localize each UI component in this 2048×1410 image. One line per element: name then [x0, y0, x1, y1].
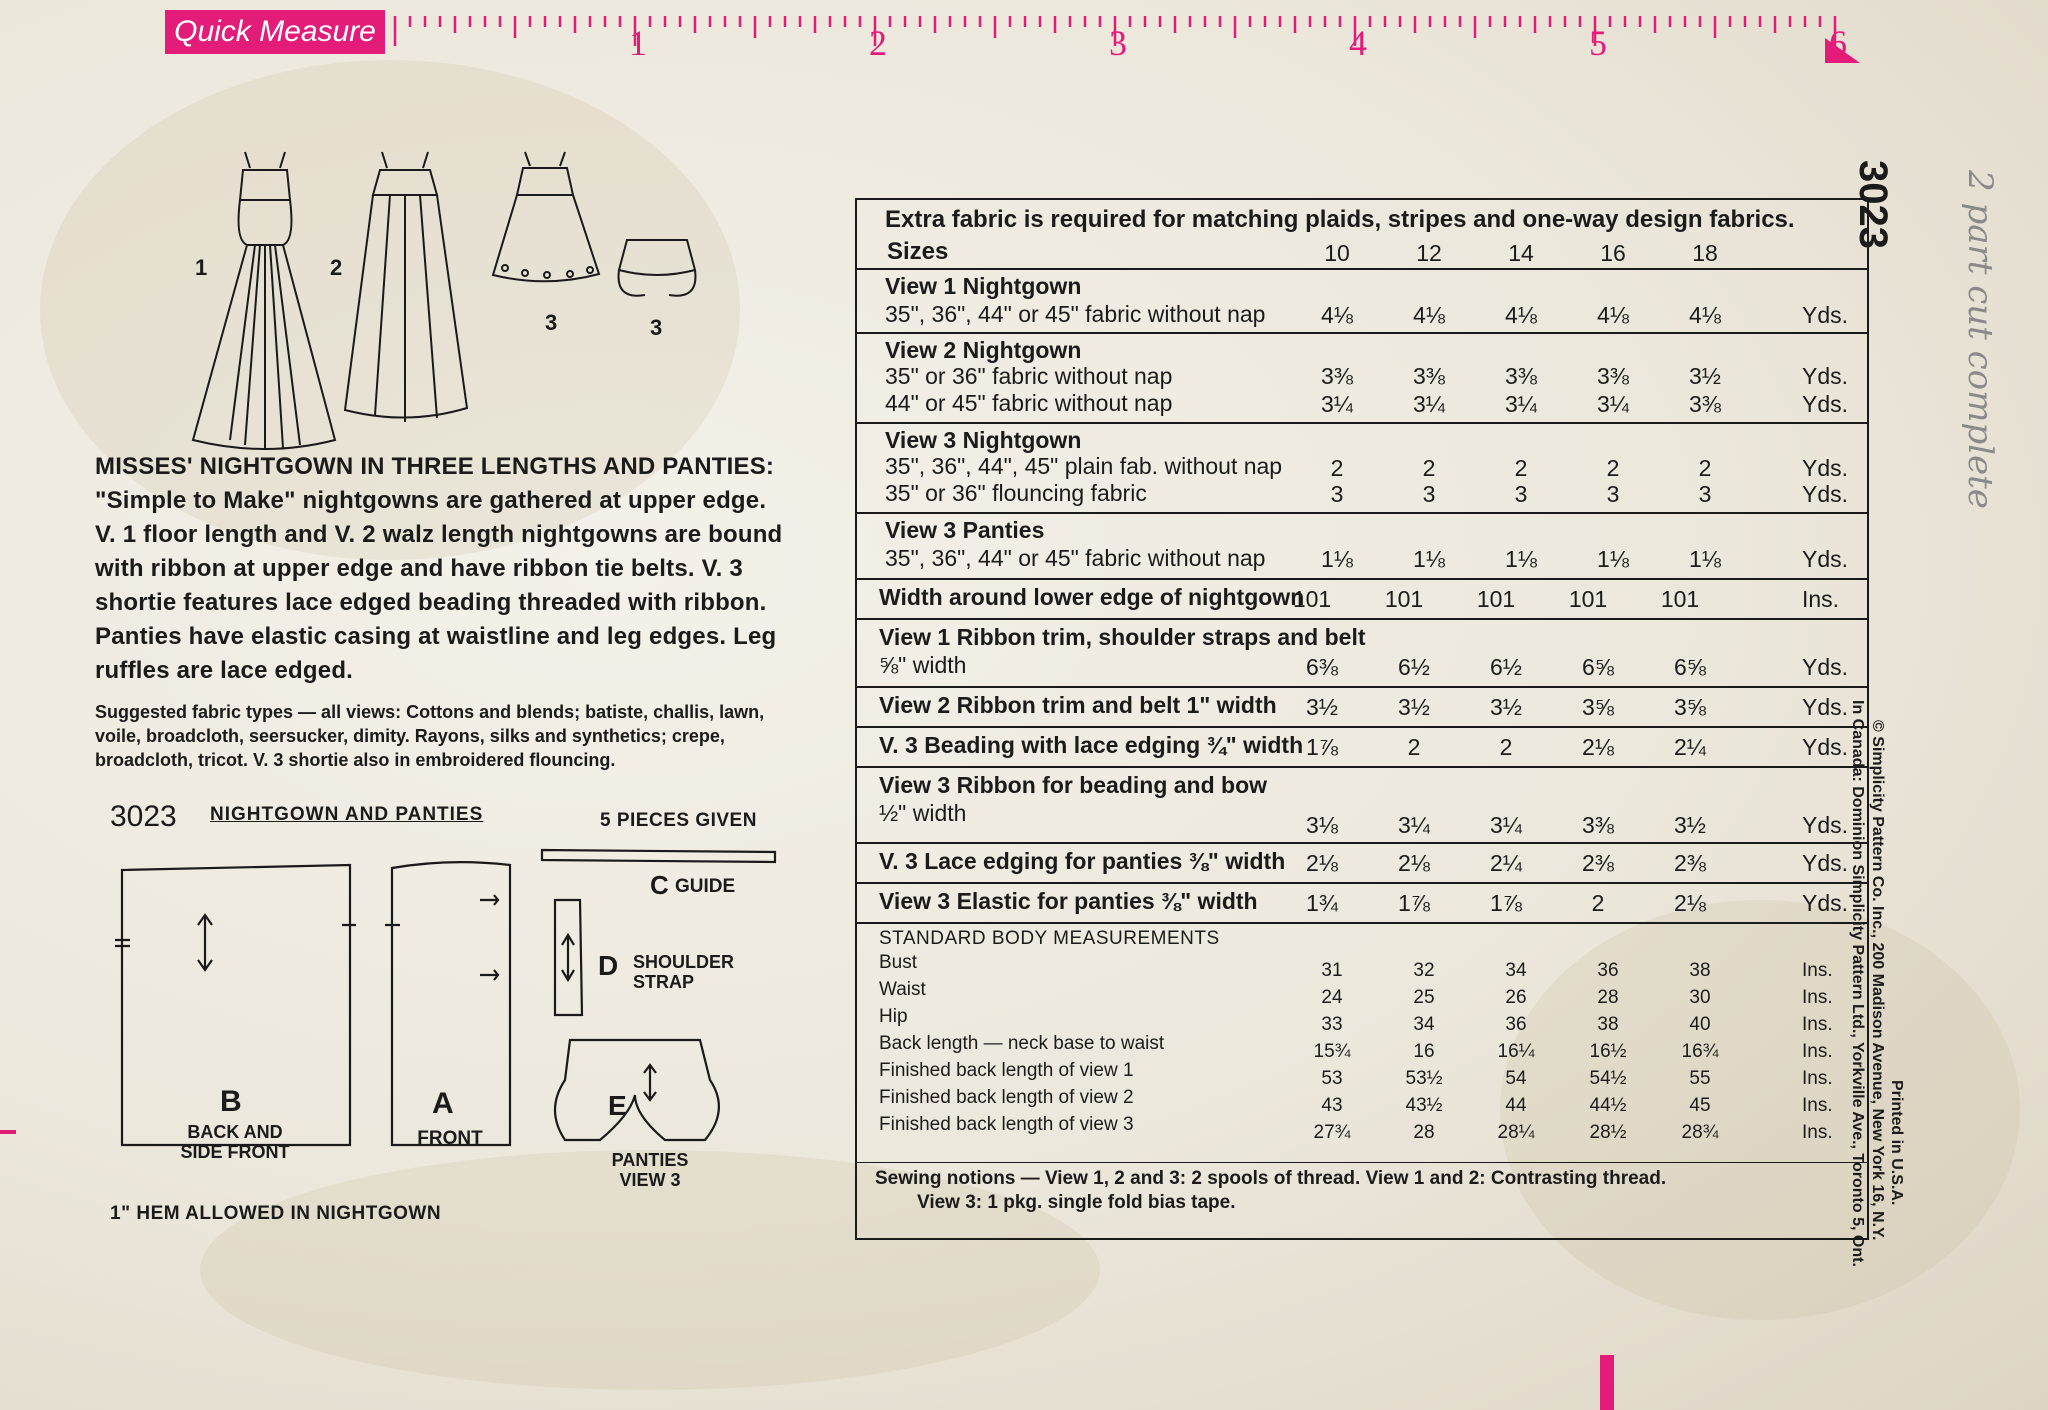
body-measure-value: 28¾ — [1681, 1122, 1719, 1143]
yardage-value: 4⅛ — [1321, 302, 1353, 328]
yardage-value: 2 — [1698, 455, 1712, 481]
hem-note: 1" HEM ALLOWED IN NIGHTGOWN — [110, 1203, 442, 1224]
body-measure-value: 32 — [1413, 960, 1435, 981]
unit-label: Yds. — [1802, 302, 1849, 328]
body-measure-value: 40 — [1689, 1014, 1711, 1035]
body-measure-value: 28 — [1413, 1122, 1435, 1143]
ruler-number: 1 — [629, 23, 647, 63]
unit-label: Ins. — [1802, 1122, 1833, 1143]
unit-label: Yds. — [1802, 890, 1849, 916]
yardage-value: 1⅞ — [1306, 734, 1338, 760]
yardage-value: 4⅛ — [1597, 302, 1629, 328]
v1-title: View 1 Nightgown — [885, 273, 1082, 299]
yardage-value: 2⅜ — [1582, 850, 1614, 876]
v3-fabric-1: 35", 36", 44", 45" plain fab. without nap — [885, 453, 1283, 479]
yardage-value: 3¼ — [1490, 812, 1522, 838]
rib2-title: View 2 Ribbon trim and belt 1" width — [879, 692, 1277, 718]
view-number-2: 2 — [330, 255, 343, 280]
width-label: Width around lower edge of nightgown — [879, 584, 1305, 610]
body-measure-value: 44½ — [1589, 1095, 1627, 1116]
unit-label: Ins. — [1802, 987, 1833, 1008]
body-measure-value: 26 — [1505, 987, 1527, 1008]
yardage-value: 101 — [1384, 586, 1424, 612]
piece-d-label-1: SHOULDER — [633, 952, 735, 972]
body-measure-value: 15¾ — [1313, 1041, 1351, 1062]
body-measure-label: Waist — [879, 979, 926, 1000]
ribbon-beading-title: View 3 Ribbon for beading and bow — [879, 772, 1268, 798]
yardage-value: 3½ — [1689, 363, 1721, 389]
yardage-value: 101 — [1476, 586, 1516, 612]
pattern-title: NIGHTGOWN AND PANTIES — [210, 804, 484, 825]
yardage-value: 3½ — [1398, 694, 1430, 720]
yardage-value: 1⅛ — [1321, 546, 1353, 572]
body-measure-value: 55 — [1689, 1068, 1711, 1089]
body-measure-value: 28¼ — [1497, 1122, 1535, 1143]
piece-e-letter: E — [608, 1090, 627, 1121]
body-measure-value: 36 — [1597, 960, 1619, 981]
yardage-value: 6½ — [1490, 654, 1522, 680]
yardage-value: 3⅛ — [1306, 812, 1338, 838]
sewing-notions-2: View 3: 1 pkg. single fold bias tape. — [917, 1192, 1236, 1213]
view-number-3-panties: 3 — [650, 315, 663, 340]
yardage-value: 101 — [1292, 586, 1332, 612]
body-measure-value: 54 — [1505, 1068, 1527, 1089]
v2-fabric-2: 44" or 45" fabric without nap — [885, 390, 1173, 416]
body-measure-value: 45 — [1689, 1095, 1711, 1116]
unit-label: Yds. — [1802, 455, 1849, 481]
rib1-width: ⅝" width — [879, 652, 967, 678]
ruler-number: 6 — [1829, 23, 1847, 63]
unit-label: Yds. — [1802, 546, 1849, 572]
beading-title: V. 3 Beading with lace edging ¾" width — [879, 732, 1304, 758]
piece-e-label-1: PANTIES — [611, 1150, 689, 1170]
body-measure-value: 24 — [1321, 987, 1343, 1008]
body-measure-value: 33 — [1321, 1014, 1343, 1035]
yardage-value: 101 — [1568, 586, 1608, 612]
yardage-value: 2⅛ — [1582, 734, 1614, 760]
body-measure-label: Bust — [879, 952, 918, 973]
body-measure-value: 36 — [1505, 1014, 1527, 1035]
elastic-title: View 3 Elastic for panties ⅜" width — [879, 888, 1258, 914]
size-header: 14 — [1508, 240, 1534, 266]
piece-e-label-2: VIEW 3 — [619, 1170, 681, 1190]
yardage-value: 2 — [1330, 455, 1344, 481]
copyright-line: © Simplicity Pattern Co. Inc., 200 Madison Avenue, New York 16, N.Y. — [1869, 720, 1886, 1241]
yardage-chart — [855, 198, 1869, 1240]
body-measure-value: 43½ — [1405, 1095, 1443, 1116]
v1-fabric: 35", 36", 44" or 45" fabric without nap — [885, 301, 1266, 327]
unit-label: Yds. — [1802, 694, 1849, 720]
yardage-value: 1⅞ — [1398, 890, 1430, 916]
yardage-value: 4⅛ — [1689, 302, 1721, 328]
unit-label: Yds. — [1802, 391, 1849, 417]
yardage-value: 2 — [1591, 890, 1605, 916]
yardage-value: 3⅜ — [1597, 363, 1629, 389]
pink-edge-mark — [1600, 1355, 1614, 1410]
body-measure-value: 34 — [1505, 960, 1527, 981]
v2-fabric-1: 35" or 36" fabric without nap — [885, 363, 1173, 389]
yardage-value: 3 — [1606, 481, 1620, 507]
garment-description: MISSES' NIGHTGOWN IN THREE LENGTHS AND PANTIES: "Simple to Make" nightgowns are gathered at upper edge. V. 1 floor length and V. 2 walz length nightgowns are bound with ribbon at upper edge and have ribbon tie belts. V. 3 shortie features lace edged beading threaded with ribbon. Panties have elastic casing at waistline and leg edges. Leg ruffles are lace edged. — [95, 453, 783, 684]
body-measure-value: 28 — [1597, 987, 1619, 1008]
yardage-value: 4⅛ — [1505, 302, 1537, 328]
handwritten-note: 2 part cut complete — [1960, 170, 2000, 509]
yardage-value: 4⅛ — [1413, 302, 1445, 328]
v3-title: View 3 Nightgown — [885, 427, 1082, 453]
view-number-3: 3 — [545, 310, 558, 335]
body-measure-label: Finished back length of view 3 — [879, 1114, 1134, 1135]
unit-label: Ins. — [1802, 1014, 1833, 1035]
yardage-value: 3¼ — [1597, 391, 1629, 417]
body-measure-label: Hip — [879, 1006, 908, 1027]
yardage-value: 1⅛ — [1413, 546, 1445, 572]
ruler-number: 3 — [1109, 23, 1127, 63]
piece-c-label: GUIDE — [675, 876, 736, 897]
extra-fabric-notice: Extra fabric is required for matching plaids, stripes and one-way design fabrics. — [885, 206, 1795, 233]
yardage-value: 3¼ — [1321, 391, 1353, 417]
unit-label: Yds. — [1802, 812, 1849, 838]
yardage-value: 3⅝ — [1674, 694, 1706, 720]
yardage-value: 6⅝ — [1674, 654, 1706, 680]
unit-label: Yds. — [1802, 734, 1849, 760]
yardage-value: 3⅜ — [1321, 363, 1353, 389]
size-header: 12 — [1416, 240, 1442, 266]
size-header: 16 — [1600, 240, 1626, 266]
size-header: 10 — [1324, 240, 1350, 266]
yardage-value: 6⅝ — [1582, 654, 1614, 680]
yardage-value: 1¾ — [1306, 890, 1338, 916]
unit-label: Ins. — [1802, 1095, 1833, 1116]
ruler-number: 5 — [1589, 23, 1607, 63]
ribbon-beading-width: ½" width — [879, 800, 967, 826]
yardage-value: 6⅜ — [1306, 654, 1338, 680]
ruler-number: 4 — [1349, 23, 1367, 63]
pink-edge-mark — [0, 1130, 16, 1134]
body-measure-value: 38 — [1597, 1014, 1619, 1035]
body-measure-value: 16½ — [1589, 1041, 1627, 1062]
yardage-value: 3⅜ — [1689, 391, 1721, 417]
pieces-count: 5 PIECES GIVEN — [600, 810, 757, 831]
body-measure-value: 54½ — [1589, 1068, 1627, 1089]
body-measure-value: 16 — [1413, 1041, 1435, 1062]
piece-d-letter: D — [598, 950, 619, 981]
unit-label: Yds. — [1802, 363, 1849, 389]
body-measurements-title: STANDARD BODY MEASUREMENTS — [879, 928, 1220, 949]
yardage-value: 3 — [1514, 481, 1528, 507]
yardage-value: 2⅛ — [1306, 850, 1338, 876]
printed-in-line: Printed in U.S.A. — [1888, 1080, 1905, 1206]
yardage-value: 2¼ — [1674, 734, 1706, 760]
body-measure-value: 53½ — [1405, 1068, 1443, 1089]
unit-label: Yds. — [1802, 850, 1849, 876]
quick-measure-label: Quick Measure — [165, 10, 385, 54]
yardage-value: 1⅞ — [1490, 890, 1522, 916]
body-measure-value: 53 — [1321, 1068, 1343, 1089]
suggested-fabrics: Suggested fabric types — all views: Cottons and blends; batiste, challis, lawn, voile, broadcloth, seersucker, dimity. Rayons, silks and synthetics; crepe, broadcloth, tricot. V. 3 shortie also in embroidered flouncing. — [95, 702, 765, 770]
sizes-label: Sizes — [887, 238, 949, 265]
unit-label: Yds. — [1802, 481, 1849, 507]
v2-title: View 2 Nightgown — [885, 337, 1082, 363]
yardage-value: 3½ — [1674, 812, 1706, 838]
body-measure-value: 16¼ — [1497, 1041, 1535, 1062]
unit-label: Ins. — [1802, 960, 1833, 981]
yardage-value: 1⅛ — [1505, 546, 1537, 572]
piece-b-label-2: SIDE FRONT — [180, 1142, 290, 1162]
yardage-value: 3¼ — [1505, 391, 1537, 417]
side-pattern-number: 3023 — [1851, 160, 1895, 249]
piece-a-letter: A — [432, 1087, 454, 1120]
yardage-value: 6½ — [1398, 654, 1430, 680]
v3-panties-fabric: 35", 36", 44" or 45" fabric without nap — [885, 545, 1266, 571]
yardage-value: 3⅝ — [1582, 694, 1614, 720]
pattern-number: 3023 — [110, 800, 177, 833]
yardage-value: 101 — [1660, 586, 1700, 612]
ruler-number: 2 — [869, 23, 887, 63]
yardage-value: 3 — [1422, 481, 1436, 507]
body-measure-label: Finished back length of view 1 — [879, 1060, 1134, 1081]
body-measure-value: 44 — [1505, 1095, 1527, 1116]
yardage-value: 1⅛ — [1689, 546, 1721, 572]
v3-panties-title: View 3 Panties — [885, 517, 1045, 543]
body-measure-label: Back length — neck base to waist — [879, 1033, 1165, 1054]
yardage-value: 2 — [1499, 734, 1513, 760]
yardage-value: 3⅜ — [1505, 363, 1537, 389]
lace-title: V. 3 Lace edging for panties ⅜" width — [879, 848, 1286, 874]
view-number-1: 1 — [195, 255, 208, 280]
body-measure-value: 30 — [1689, 987, 1711, 1008]
body-measure-value: 25 — [1413, 987, 1435, 1008]
sewing-notions-1: Sewing notions — View 1, 2 and 3: 2 spools of thread. View 1 and 2: Contrasting thread. — [875, 1168, 1667, 1189]
yardage-value: 2⅛ — [1674, 890, 1706, 916]
unit-label: Ins. — [1802, 1041, 1833, 1062]
yardage-value: 2 — [1606, 455, 1620, 481]
piece-b-letter: B — [220, 1085, 242, 1118]
body-measure-value: 38 — [1689, 960, 1711, 981]
yardage-value: 2 — [1422, 455, 1436, 481]
body-measure-value: 31 — [1321, 960, 1343, 981]
yardage-value: 3¼ — [1413, 391, 1445, 417]
piece-d-label-2: STRAP — [633, 972, 695, 992]
body-measure-label: Finished back length of view 2 — [879, 1087, 1134, 1108]
unit-label: Yds. — [1802, 654, 1849, 680]
garment-illustrations — [175, 140, 735, 450]
yardage-value: 3 — [1698, 481, 1712, 507]
body-measure-value: 16¾ — [1681, 1041, 1719, 1062]
yardage-value: 2⅜ — [1674, 850, 1706, 876]
piece-b-label-1: BACK AND — [187, 1122, 283, 1142]
yardage-value: 2 — [1514, 455, 1528, 481]
body-measure-value: 43 — [1321, 1095, 1343, 1116]
body-measure-value: 34 — [1413, 1014, 1435, 1035]
piece-c-letter: C — [650, 870, 669, 900]
v3-fabric-2: 35" or 36" flouncing fabric — [885, 480, 1147, 506]
piece-a-label: FRONT — [417, 1128, 483, 1149]
yardage-value: 3⅜ — [1582, 812, 1614, 838]
yardage-value: 2¼ — [1490, 850, 1522, 876]
yardage-value: 3 — [1330, 481, 1344, 507]
size-header: 18 — [1692, 240, 1718, 266]
yardage-value: 1⅛ — [1597, 546, 1629, 572]
body-measure-value: 27¾ — [1313, 1122, 1351, 1143]
yardage-value: 3⅜ — [1413, 363, 1445, 389]
yardage-value: 2⅛ — [1398, 850, 1430, 876]
body-measure-value: 28½ — [1589, 1122, 1627, 1143]
canada-line: In Canada: Dominion Simplicity Pattern Ltd., Yorkville Ave., Toronto 5, Ont. — [1849, 700, 1866, 1267]
unit-label: Ins. — [1802, 1068, 1833, 1089]
yardage-value: 3¼ — [1398, 812, 1430, 838]
yardage-value: 2 — [1407, 734, 1421, 760]
yardage-value: 3½ — [1490, 694, 1522, 720]
unit-label: Ins. — [1802, 586, 1840, 612]
rib1-title: View 1 Ribbon trim, shoulder straps and belt — [879, 624, 1366, 650]
yardage-value: 3½ — [1306, 694, 1338, 720]
